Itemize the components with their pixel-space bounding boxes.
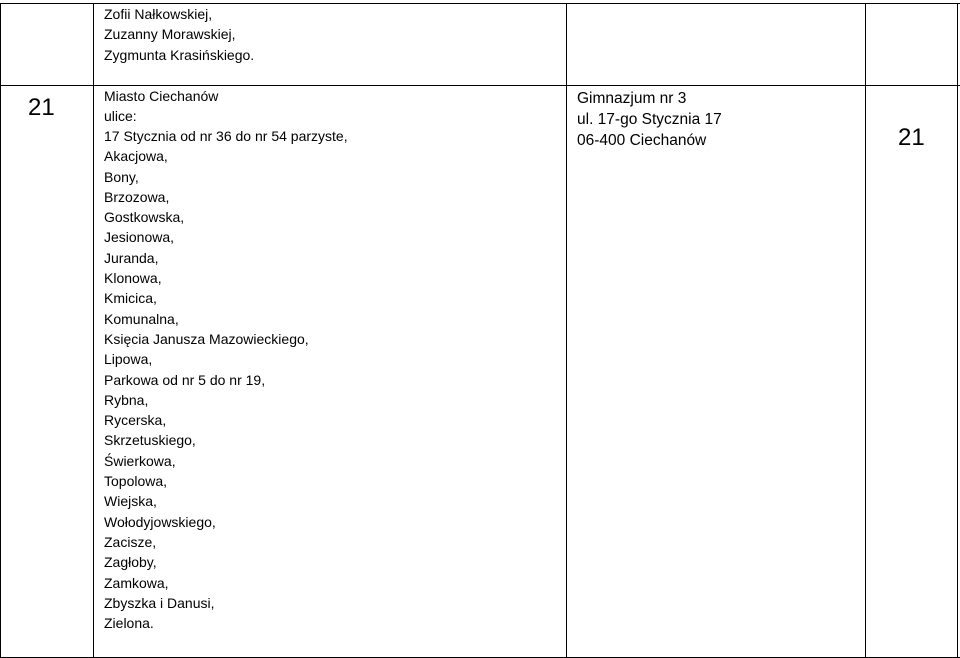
address-header <box>104 86 218 127</box>
continued-street-list <box>104 4 254 65</box>
street-item: 17 Stycznia od nr 36 do nr 54 parzyste, <box>104 128 348 144</box>
school-address <box>577 88 722 151</box>
school-name: Gimnazjum nr 3 <box>577 90 687 107</box>
street-item: Wiejska, <box>104 493 157 510</box>
street-item: Skrzetuskiego, <box>104 432 196 449</box>
street-item: Świerkowa, <box>104 452 176 469</box>
street-item: Jesionowa, <box>104 229 175 246</box>
street-item: Lipowa, <box>104 351 153 368</box>
street-item: Rycerska, <box>104 412 167 429</box>
street-item: Bony, <box>104 168 139 185</box>
school-postal: 06-400 Ciechanów <box>577 132 707 149</box>
street-item: Zacisze, <box>104 533 157 550</box>
street-list <box>104 126 348 633</box>
street-item: Topolowa, <box>104 473 168 490</box>
street-item: Rybna, <box>104 391 149 408</box>
street-item: Brzozowa, <box>104 188 170 205</box>
street-item: Gostkowska, <box>104 209 185 226</box>
street-item: Zamkowa, <box>104 574 169 591</box>
table-border-left <box>0 3 1 658</box>
street-item: Kmicica, <box>104 290 157 307</box>
street-item: Księcia Janusza Mazowieckiego, <box>104 330 309 347</box>
row-number: 21 <box>28 94 55 121</box>
street-item: Juranda, <box>104 249 159 266</box>
street-item: Zofii Nałkowskiej, <box>104 6 213 22</box>
table-col-divider-3 <box>865 3 866 658</box>
street-item: Zuzanny Morawskiej, <box>104 26 236 43</box>
table-border-right <box>957 3 958 658</box>
street-item: Akacjowa, <box>104 148 168 165</box>
street-item: Zbyszka i Danusi, <box>104 594 215 611</box>
street-item: Zagłoby, <box>104 554 157 571</box>
street-item: Klonowa, <box>104 270 162 287</box>
town-name: Miasto Ciechanów <box>104 88 219 104</box>
table-col-divider-1 <box>93 3 94 658</box>
school-street: ul. 17-go Stycznia 17 <box>577 111 722 128</box>
street-item: Parkowa od nr 5 do nr 19, <box>104 371 266 388</box>
table-col-divider-2 <box>566 3 567 658</box>
street-item: Komunalna, <box>104 310 179 327</box>
street-item: Wołodyjowskiego, <box>104 513 216 530</box>
streets-label: ulice: <box>104 108 137 125</box>
district-number: 21 <box>898 124 925 151</box>
street-item: Zielona. <box>104 615 154 632</box>
street-item: Zygmunta Krasińskiego. <box>104 46 255 63</box>
